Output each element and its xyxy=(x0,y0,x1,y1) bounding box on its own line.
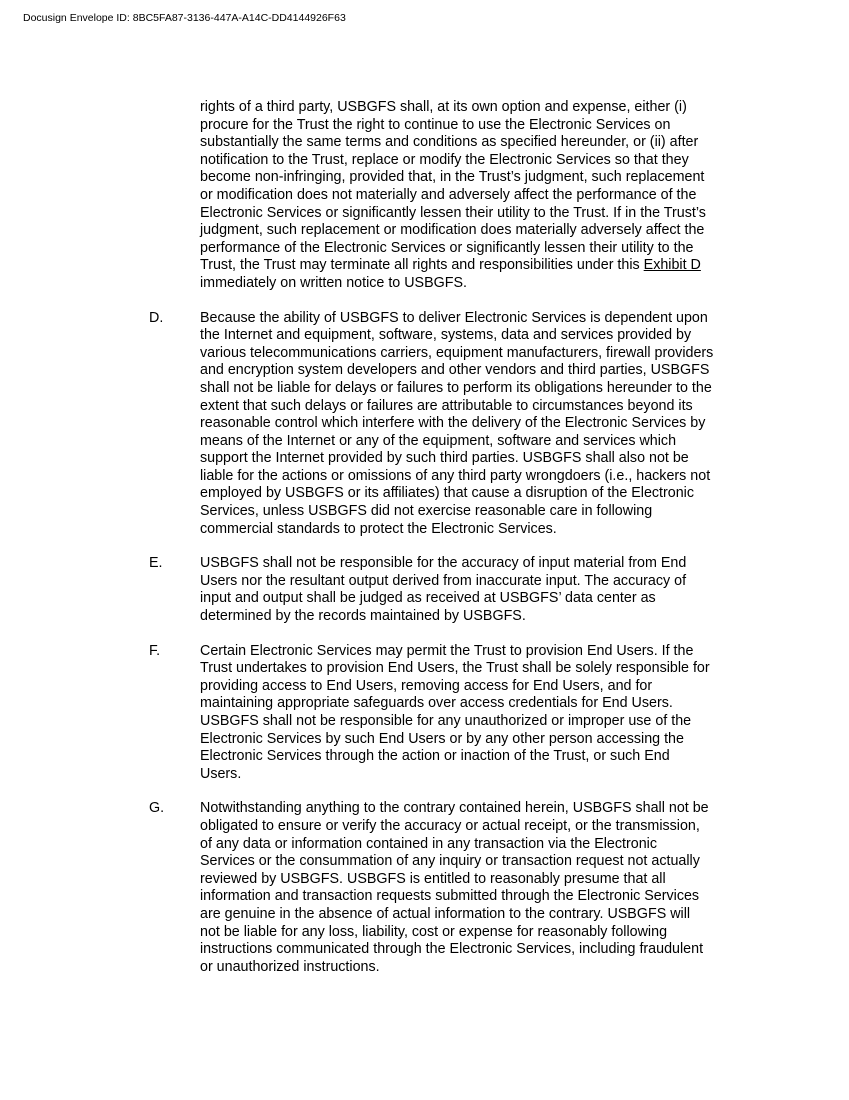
exhibit-d-reference: Exhibit D xyxy=(643,257,701,274)
section-f xyxy=(0,643,849,784)
section-g-label: G. xyxy=(149,800,165,817)
section-e-label: E. xyxy=(149,555,163,572)
section-g xyxy=(0,800,849,976)
section-f-label: F. xyxy=(149,642,161,659)
paragraph-gap xyxy=(0,293,849,310)
section-d xyxy=(0,310,849,539)
continuation-text xyxy=(200,99,752,293)
paragraph-gap xyxy=(0,626,849,643)
section-e-text: USBGFS shall not be responsible for the accuracy of input material from End Users nor the resultant output derived from inaccurate input. The accuracy of input and output shall be judged as received at USBGFS’ data center as determined by the records maintained by USBGFS. xyxy=(200,555,687,625)
docusign-envelope-id: Docusign Envelope ID: 8BC5FA87-3136-447A-A14C-DD4144926F63 xyxy=(23,12,346,24)
section-e xyxy=(0,555,849,625)
continuation-paragraph xyxy=(0,99,849,293)
section-d-text: Because the ability of USBGFS to deliver Electronic Services is dependent upon the Internet and equipment, software, systems, data and services provided by various telecommunications carriers, equipment manufacturers, firewall providers and encryption system developers and other vendors and third parties, USBGFS shall not be liable for delays or failures to perform its obligations hereunder to the extent that such delays or failures are attributable to circumstances beyond its reasonable control which interfere with the delivery of the Electronic Services by means of the Internet or any of the equipment, software and services which support the Internet provided by such third parties. USBGFS shall also not be liable for the actions or omissions of any third party wrongdoers (i.e., hackers not employed by USBGFS or its affiliates) that cause a disruption of the Electronic Services, unless USBGFS did not exercise reasonable care in following commercial standards to protect the Electronic Services. xyxy=(200,309,714,537)
paragraph-gap xyxy=(0,538,849,555)
continuation-text-before-link: rights of a third party, USBGFS shall, at its own option and expense, either (i) procure for the Trust the right to continue to use the Electronic Services on substantially the same terms and conditions as specified hereunder, or (ii) after notification to the Trust, replace or modify the Electronic Services so that they become non-infringing, provided that, in the Trust’s judgment, such replacement or modification does not materially and adversely affect the performance of the Electronic Services or significantly lessen their utility to the Trust. If in the Trust’s judgment, such replacement or modification does materially adversely affect the performance of the Electronic Services or significantly lessen their utility to the Trust, the Trust may terminate all rights and responsibilities under this xyxy=(200,99,706,274)
section-f-text: Certain Electronic Services may permit the Trust to provision End Users. If the Trust undertakes to provision End Users, the Trust shall be solely responsible for providing access to End Users, removing access for End Users, and for maintaining appropriate safeguards over access credentials for End Users. USBGFS shall not be responsible for any unauthorized or improper use of the Electronic Services by such End Users or by any other person accessing the Electronic Services through the action or inaction of the Trust, or such End Users. xyxy=(200,642,710,782)
section-d-label: D. xyxy=(149,309,164,326)
paragraph-gap xyxy=(0,783,849,800)
section-g-text: Notwithstanding anything to the contrary contained herein, USBGFS shall not be obligated to ensure or verify the accuracy or actual receipt, or the transmission, of any data or information contained in any transaction via the Electronic Services or the consummation of any inquiry or transaction request not actually reviewed by USBGFS. USBGFS is entitled to reasonably presume that all information and transaction requests submitted through the Electronic Services are genuine in the absence of actual information to the contrary. USBGFS will not be liable for any loss, liability, cost or expense for reasonably following instructions communicated through the Electronic Services, including fraudulent or unauthorized instructions. xyxy=(200,800,709,975)
continuation-text-after-link: immediately on written notice to USBGFS. xyxy=(200,274,467,291)
document-body xyxy=(0,99,849,976)
